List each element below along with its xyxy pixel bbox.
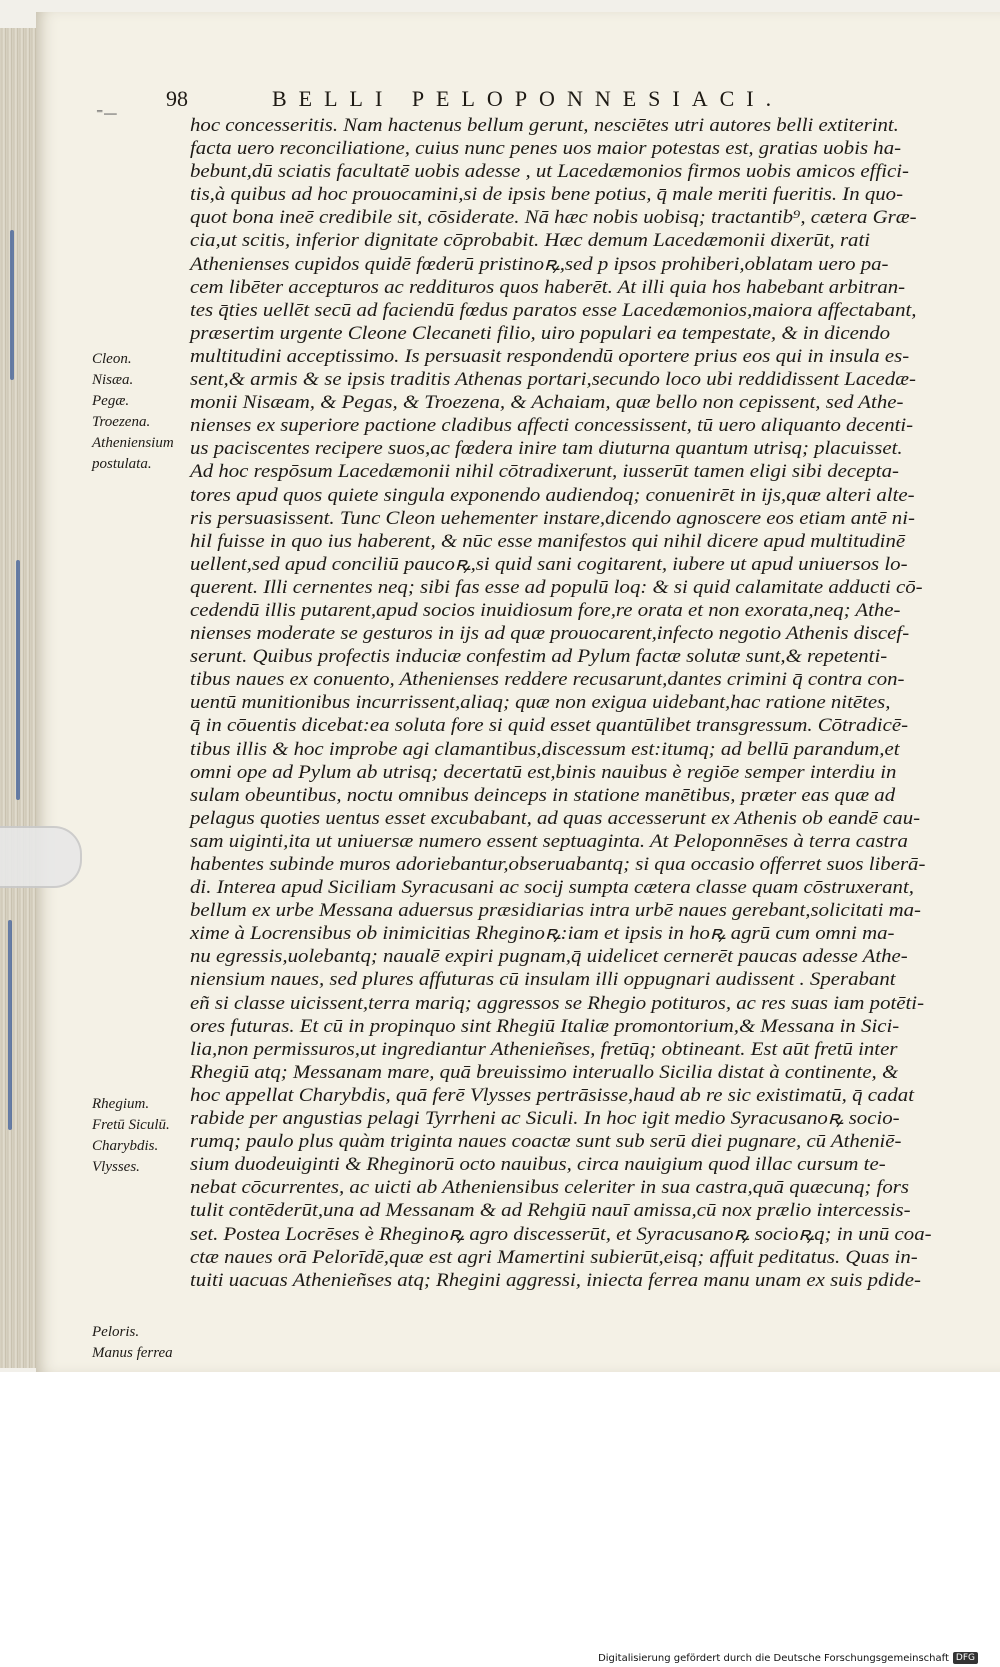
- text-line: q̄ in cōuentis dicebat:ea soluta fore si quid esset quantūlibet transgressum. Cōtradicē-: [190, 715, 909, 737]
- text-line: tibus naues ex conuento, Athenienses reddere recusarunt,dantes crimini q̄ contra con-: [190, 669, 905, 691]
- text-line: ris persuasissent. Tunc Cleon uehementer instare,dicendo agnoscere eos etiam antē ni-: [190, 507, 915, 529]
- text-line: di. Interea apud Siciliam Syracusani ac socij sumpta cætera classe quam cōstruxerant,: [190, 877, 914, 899]
- margin-note: Vlysses.: [92, 1159, 140, 1175]
- text-line: hil fuisse in quo ius haberent, & nūc esse manifestos qui nihil dicere apud multitudinē: [190, 530, 906, 552]
- margin-note: Rhegium.: [92, 1096, 150, 1112]
- text-line: sent,& armis & se ipsis traditis Athenas portari,secundo loco ubi reddidissent Lacedæ-: [190, 369, 916, 391]
- dfg-logo: DFG: [953, 1652, 978, 1664]
- margin-note: postulata.: [92, 456, 152, 472]
- text-line: sium duodeuiginti & Rheginorū octo nauibus, circa nauigium quod illac cursum te-: [190, 1154, 886, 1176]
- text-line: facta uero reconciliatione, cuius nunc penes uos maior potestas est, gratias uobis ha-: [190, 138, 902, 160]
- margin-note: Cleon.: [92, 351, 132, 367]
- margin-note: Fretū Siculū.: [92, 1117, 170, 1133]
- text-line: uellent,sed apud conciliū paucoꝶ,si quid sani cogitarent, iubere ut apud uniuersos lo-: [190, 553, 908, 575]
- text-line: Rhegiū atq; Messanam mare, quā breuissimo interuallo Sicilia distat à continente, &: [190, 1061, 899, 1083]
- text-line: bebunt,dū sciatis facultatē uobis adesse , ut Lacedæmonios firmos uobis amicos effici-: [190, 161, 910, 183]
- blue-ink-mark: [8, 920, 12, 1130]
- margin-note: Manus ferrea: [92, 1345, 173, 1361]
- text-line: monii Nisæam, & Pegas, & Troezena, & Achaiam, quæ bello non cepissent, sed Athe-: [190, 392, 904, 414]
- credit-text: Digitalisierung gefördert durch die Deutsche Forschungsgemeinschaft: [598, 1652, 949, 1664]
- text-line: set. Postea Locrēses è Rheginoꝶ agro discesserūt, et Syracusanoꝶ socioꝶq; in unū coa-: [190, 1223, 932, 1245]
- text-line: habentes subinde muros adoriebantur,obseruabantq; si qua occasio offerret suos liberā-: [190, 854, 926, 875]
- blue-ink-mark: [10, 230, 14, 380]
- text-line: xime à Locrensibus ob inimicitias Rheginoꝶ:iam et ipsis in hoꝶ agrū cum omni ma-: [190, 923, 895, 945]
- text-line: cia,ut scitis, inferior dignitate cōprobabit. Hæc demum Lacedæmonii dixerūt, rati: [190, 230, 871, 252]
- text-line: uentū munitionibus incurrissent,aliaq; quæ non exigua uidebant,hac ratione nitētes,: [190, 692, 891, 714]
- text-line: bellum ex urbe Messana aduersus præsidiarias intra urbē naues gerebant,solicitati ma-: [190, 900, 921, 922]
- text-line: querent. Illi cernentes neq; sibi fas esse ad populū loq: & si quid calamitate adducti cō-: [190, 576, 923, 598]
- text-line: serunt. Quibus profectis induciæ confestim ad Pylum factæ solutæ sunt,& repetenti-: [190, 646, 888, 668]
- text-line: multitudini acceptissimo. Is persuasit respondendū oportere prius eos qui in insula es-: [190, 345, 910, 367]
- text-line: rumq; paulo plus quàm triginta naues coactæ sunt sub serū diei pugnare, cū Atheniē-: [190, 1131, 902, 1153]
- text-line: eñ si classe uicissent,terra mariq; aggressos se Rhegio potituros, ac res suas iam potēti-: [190, 992, 925, 1014]
- margin-note: Charybdis.: [92, 1138, 159, 1154]
- text-line: omni ope ad Pylum ab utrisq; decertatū est,binis nauibus è regiōe semper interdiu in: [190, 761, 897, 783]
- text-line: ores futuras. Et cū in propinquo sint Rhegiū Italiæ promontorium,& Messana in Sici-: [190, 1015, 900, 1037]
- running-title: BELLI PELOPONNESIACI.: [272, 86, 784, 111]
- text-line: niensium naues, sed plures affuturas cū insulam illi oppugnari audissent . Sperabant: [190, 969, 896, 991]
- text-line: cedendū illis putarent,apud socios inuidiosum fore,re orata et non exorata,neq; Athe-: [190, 599, 901, 621]
- text-line: præsertim urgente Cleone Clecaneti filio, uiro populari ea tempestate, & in dicendo: [190, 322, 891, 344]
- text-line: lia,non permissuros,ut ingrediantur Athenieñses, fretūq; obtineant. Est aūt fretū inter: [190, 1038, 898, 1060]
- page-header: [166, 86, 906, 116]
- margin-notes-group-1: [92, 349, 192, 475]
- text-line: nu egressis,uolebantq; naualē expiri pugnam,q̄ uidelicet cernerēt paucas adesse Athe-: [190, 946, 908, 968]
- text-line: tores apud quos quiete singula exponendo audiendoq; conuenirēt in ijs,quæ alteri alte-: [190, 484, 915, 506]
- margin-notes-group-2: [92, 1094, 192, 1178]
- page-number: 98: [166, 86, 188, 111]
- text-line: rabide per angustias pelagi Tyrrheni ac Siculi. In hoc igit medio Syracusanoꝶ socio-: [190, 1108, 900, 1130]
- text-line: sulam obeuntibus, noctu omnibus deinceps in statione manētibus, præter eas quæ ad: [190, 784, 896, 806]
- text-line: nienses ex superiore pactione cladibus affecti concessissent, tū uero aliquanto decenti-: [190, 415, 914, 437]
- text-line: hoc appellat Charybdis, quā ferē Vlysses pertrāsisse,haud ab re sic existimatū, q̄ cadat: [190, 1084, 914, 1106]
- margin-note: Peloris.: [92, 1324, 140, 1340]
- text-line: ctæ naues orā Pelorīdē,quæ est agri Mamertini subierūt,eisq; affuit peditatus. Quas in-: [190, 1246, 918, 1268]
- text-line: cem libēter accepturos ac reddituros quos haberēt. At illi quia hos habebant arbitran-: [190, 276, 906, 298]
- margin-note: Atheniensium: [92, 435, 174, 451]
- margin-note: Pegæ.: [92, 393, 130, 409]
- text-line: pelagus quoties uentus esset excubabant, ad quas accesserunt ex Athenis ob eandē cau-: [190, 807, 921, 829]
- pen-mark: ⁼—: [96, 106, 118, 122]
- blue-ink-mark: [16, 560, 20, 800]
- margin-note: Nisæa.: [92, 372, 134, 388]
- margin-note: Troezena.: [92, 414, 151, 430]
- text-line: tuiti uacuas Athenieñses atq; Rhegini aggressi, iniecta ferrea manu unam ex suis pdide-: [190, 1269, 921, 1291]
- text-line: tibus illis & hoc improbe agi clamantibus,discessum est:itumq; ad bellū parandum,et: [190, 738, 900, 760]
- text-line: nebat cōcurrentes, ac uicti ab Atheniensibus celeriter in sua castra,quā quæcunq; fors: [190, 1177, 909, 1199]
- text-line: tes q̄ties uellēt secū ad faciendū fœdus paratos esse Lacedæmonios,maiora affectabant,: [190, 299, 917, 321]
- digitization-credit: [598, 1652, 978, 1664]
- text-line: tulit contēderūt,una ad Messanam & ad Rehgiū nauī amissa,cū nox prælio intercessis-: [190, 1200, 911, 1222]
- text-line: us paciscentes recipere suos,ac fœdera inire tam diuturna quantum utrisq; placuisset.: [190, 438, 903, 460]
- text-line: nienses moderate se gesturos in ijs ad quæ prouocarent,infecto negotio Athenis discef-: [190, 623, 910, 645]
- text-line: tis,à quibus ad hoc prouocamini,si de ipsis bene potius, q̄ male meriti fueritis. In quo-: [190, 184, 904, 206]
- margin-notes-group-3: [92, 1322, 192, 1364]
- text-line: hoc concesseritis. Nam hactenus bellum gerunt, nesciētes utri autores belli extiterint.: [190, 115, 899, 136]
- page-clip: [0, 826, 82, 888]
- text-line: Athenienses cupidos quidē fœderū pristinoꝶ,sed p ipsos prohiberi,oblatam uero pa-: [190, 253, 889, 275]
- text-line: sam uiginti,ita ut uniuersæ numero essent septuaginta. At Peloponnēses à terra castra: [190, 830, 908, 852]
- scan-bottom-margin: [0, 1372, 1000, 1667]
- text-line: Ad hoc respōsum Lacedæmonii nihil cōtradixerunt, iusserūt tamen eligi sibi decepta-: [190, 461, 899, 483]
- text-line: quot bona ineē credibile sit, cōsiderate. Nā hæc nobis uobisq; tractantib⁹, cætera Græ-: [190, 207, 917, 229]
- body-text: [190, 114, 950, 1292]
